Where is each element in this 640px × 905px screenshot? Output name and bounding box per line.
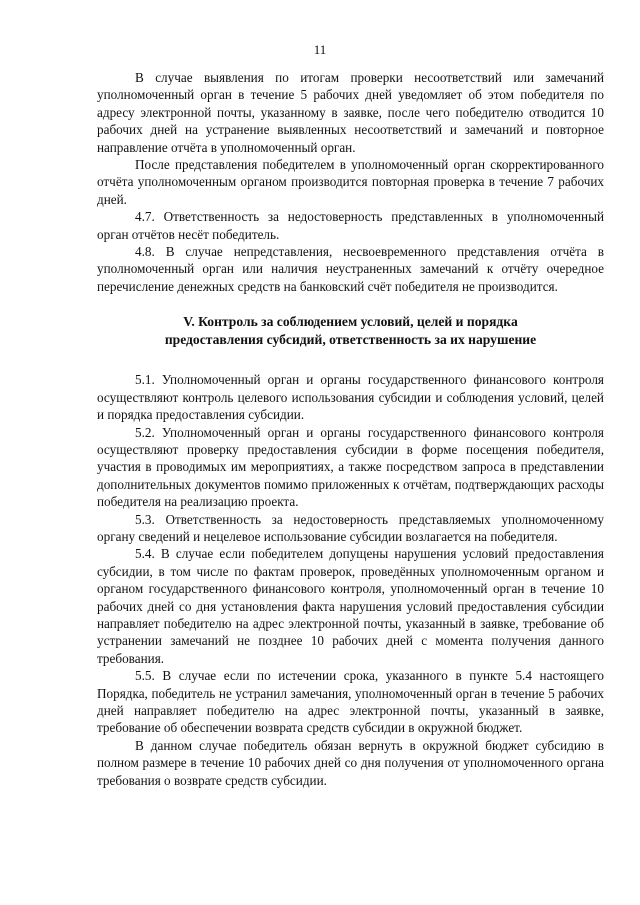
- section-heading-line: V. Контроль за соблюдением условий, целей и порядка: [183, 314, 518, 330]
- section-heading: [97, 313, 604, 349]
- paragraph: 5.2. Уполномоченный орган и органы государственного финансового контроля осуществляют проверку предоставления субсидии в форме посещения победителя, участия в проводимых им мероприятиях, а также посредством запроса в представлении дополнительных документов помимо приложенных к отчётам, подтверждающих расходы победителя на реализацию проекта.: [97, 424, 604, 510]
- paragraph: В данном случае победитель обязан вернуть в окружной бюджет субсидию в полном размере в течение 10 рабочих дней со дня получения от уполномоченного органа требования о возврате средств субсидии.: [97, 737, 604, 788]
- paragraph: В случае выявления по итогам проверки несоответствий или замечаний уполномоченный орган в течение 5 рабочих дней уведомляет об этом победителя по адресу электронной почты, указанному в заявке, после чего победителю отводится 10 рабочих дней на устранение выявленных несоответствий и замечаний и повторное направление отчёта в уполномоченный орган.: [97, 70, 604, 155]
- section-heading-line: предоставления субсидий, ответственность за их нарушение: [164, 332, 537, 348]
- paragraph: После представления победителем в уполномоченный орган скорректированного отчёта уполномоченным органом производится повторная проверка в течение 7 рабочих дней.: [97, 157, 604, 207]
- paragraph: 4.8. В случае непредставления, несвоевременного представления отчёта в уполномоченный орган или наличия неустраненных замечаний к отчёту очередное перечисление денежных средств на банковский счёт победителя не производится.: [97, 244, 604, 294]
- paragraph: 5.4. В случае если победителем допущены нарушения условий предоставления субсидии, в том числе по фактам проверок, проведённых уполномоченным органом и органом государственного финансового контроля, уполномоченный орган в течение 10 рабочих дней со дня установления факта нарушения условий предоставления субсидии направляет победителю на адрес электронной почты, указанный в заявке, требование об устранении замечаний не позднее 10 рабочих дней с момента получения данного требования.: [97, 546, 604, 666]
- document-body: [97, 69, 604, 789]
- paragraph: 5.5. В случае если по истечении срока, указанного в пункте 5.4 настоящего Порядка, победитель не устранил замечания, уполномоченный орган в течение 5 рабочих дней направляет победителю на адрес электронной почты, указанный в заявке, требование об обеспечении возврата средств субсидии в окружной бюджет.: [97, 668, 604, 736]
- paragraph: 5.1. Уполномоченный орган и органы государственного финансового контроля осуществляют контроль целевого использования субсидии и соблюдения условий, целей и порядка предоставления субсидии.: [97, 372, 604, 423]
- paragraph: 4.7. Ответственность за недостоверность представленных в уполномоченный орган отчётов несёт победитель.: [97, 209, 604, 242]
- paragraph: 5.3. Ответственность за недостоверность представляемых уполномоченному органу сведений и нецелевое использование субсидии возлагается на победителя.: [97, 511, 604, 544]
- page-number: 11: [313, 42, 327, 57]
